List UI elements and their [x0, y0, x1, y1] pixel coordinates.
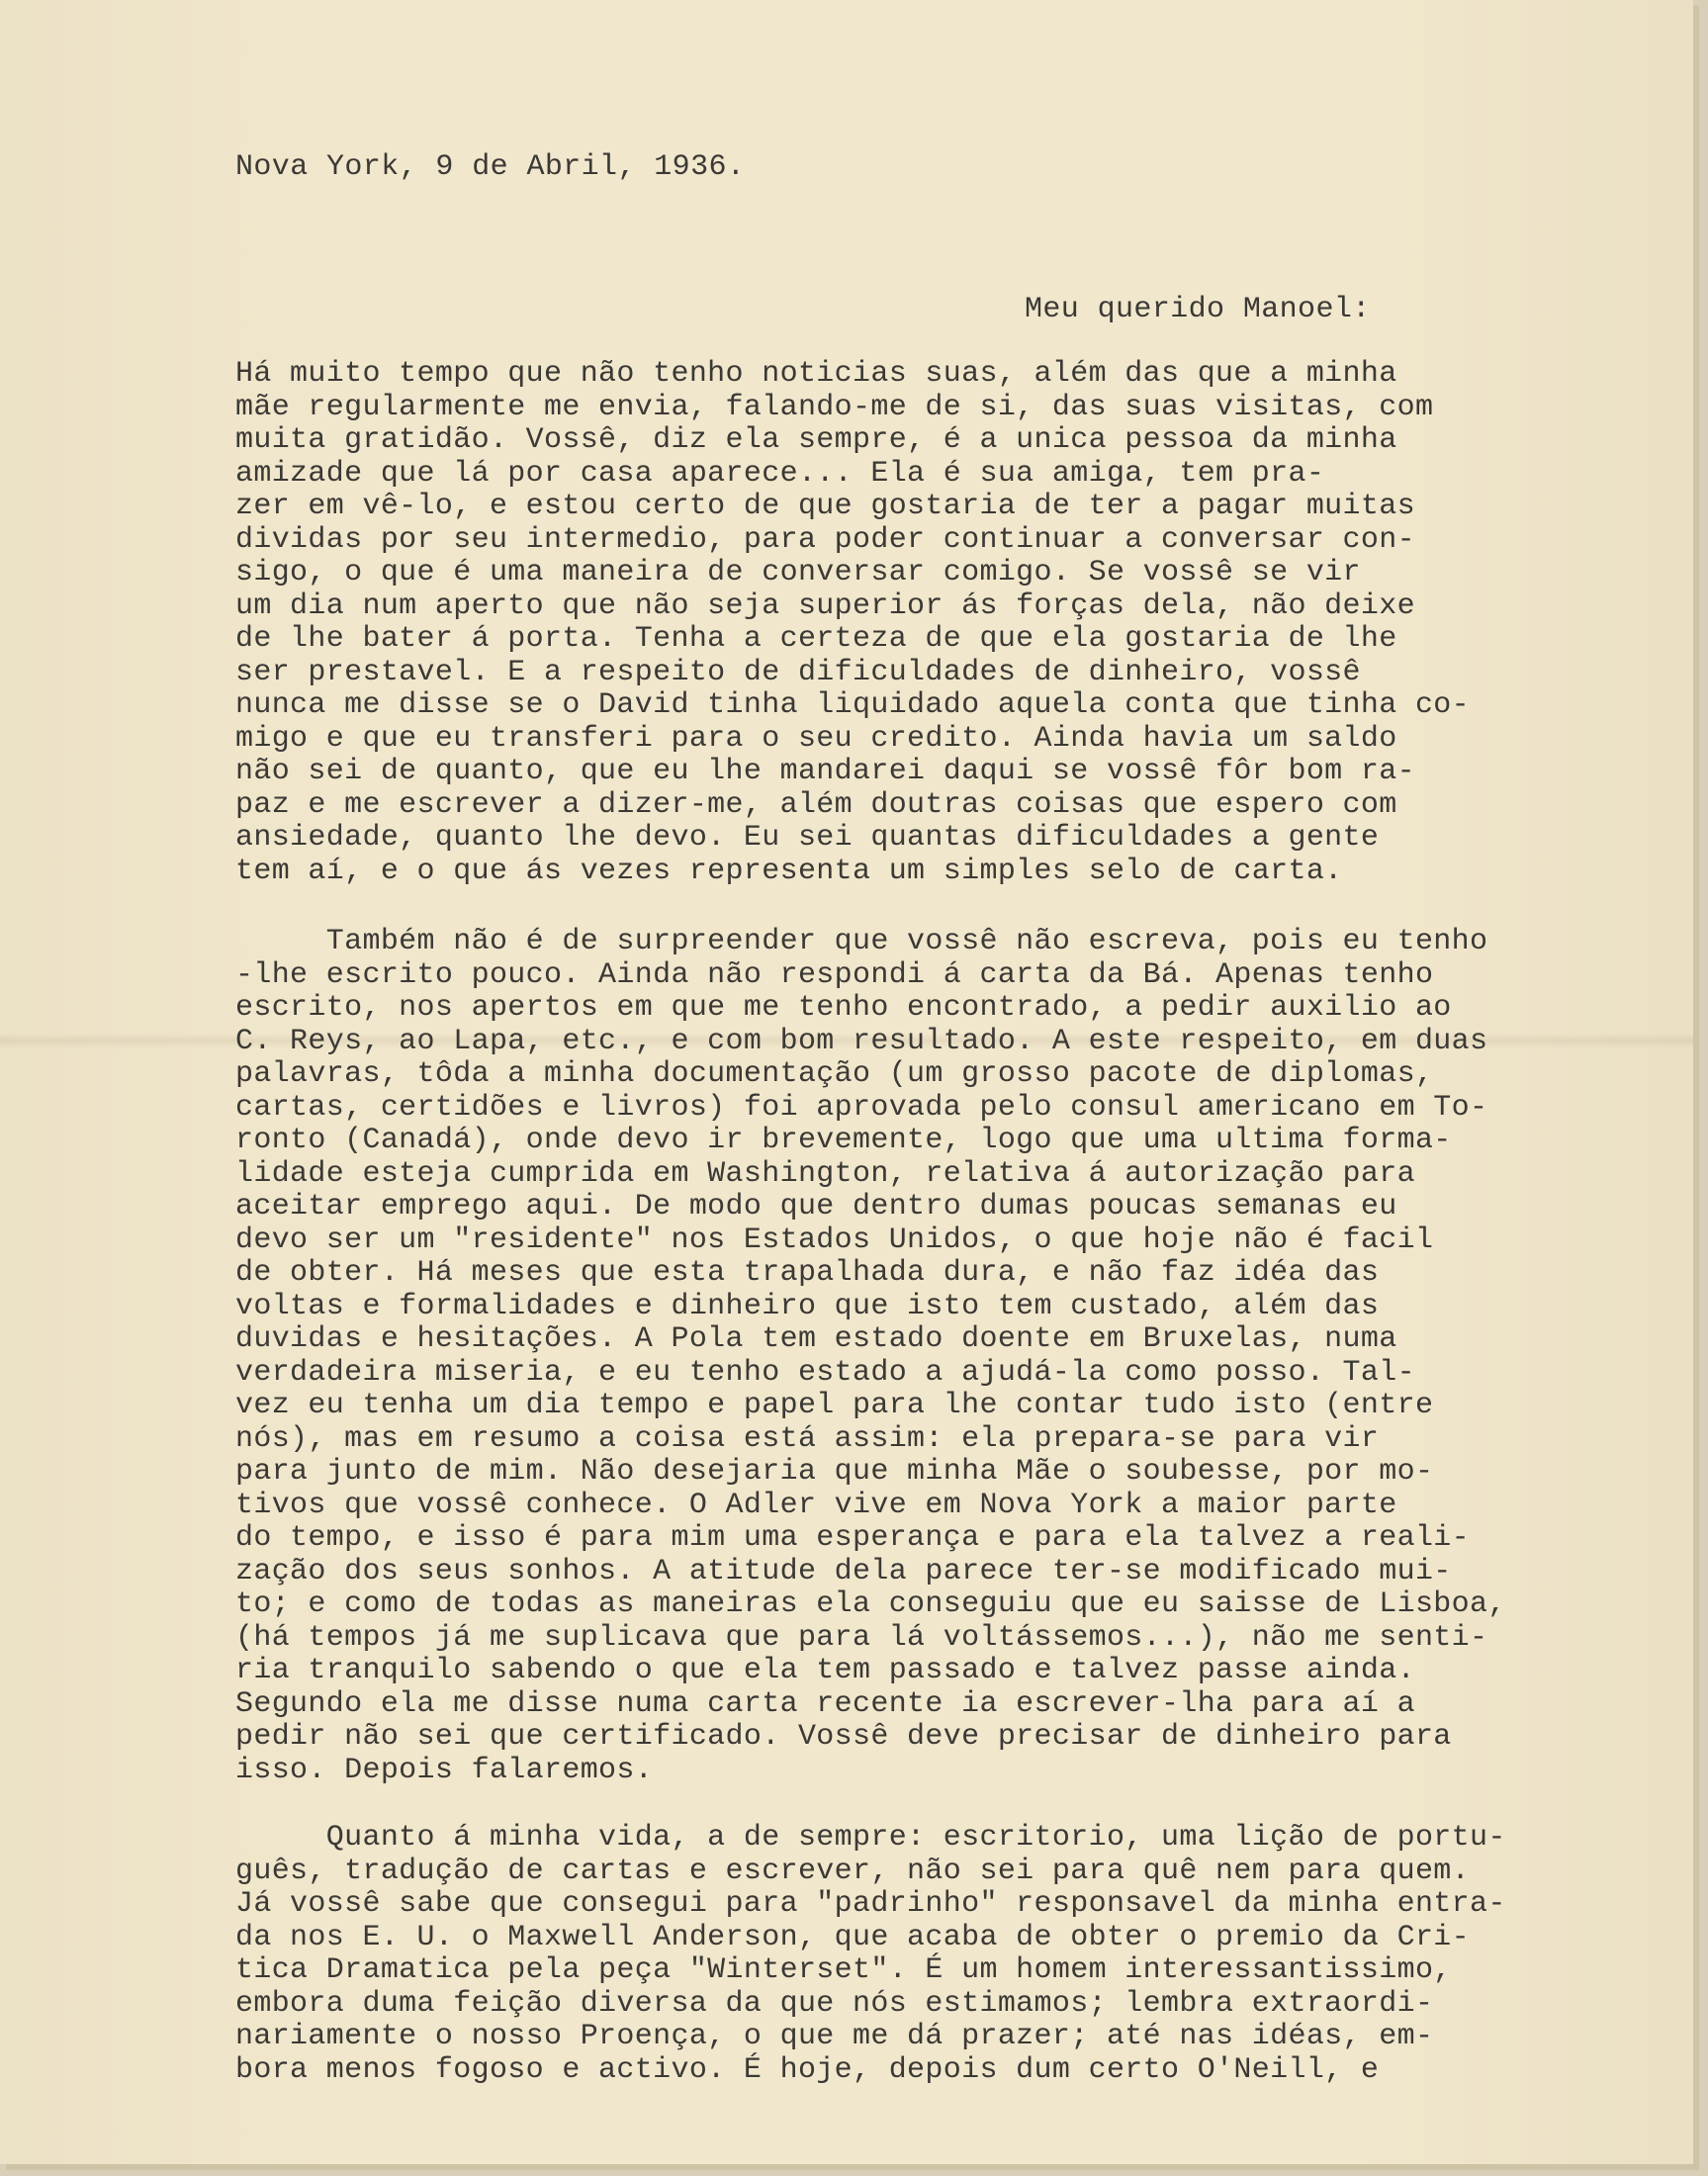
letter-line: dividas por seu intermedio, para poder continuar a conversar con- — [235, 522, 1415, 557]
letter-line: tica Dramatica pela peça "Winterset". É um homem interessantissimo, — [235, 1953, 1452, 1987]
letter-line: verdadeira miseria, e eu tenho estado a ajudá-la como posso. Tal- — [235, 1355, 1415, 1390]
letter-line: Há muito tempo que não tenho noticias suas, além das que a minha — [235, 357, 1397, 391]
letter-line: Segundo ela me disse numa carta recente ia escrever-lha para aí a — [235, 1686, 1415, 1721]
letter-line: voltas e formalidades e dinheiro que isto tem custado, além das — [235, 1289, 1380, 1323]
letter-line: zer em vê-lo, e estou certo de que gostaria de ter a pagar muitas — [235, 490, 1415, 523]
letter-paragraph-1 — [235, 358, 1640, 888]
letter-line: guês, tradução de cartas e escrever, não sei para quê nem para quem. — [235, 1854, 1470, 1888]
letter-line: tem aí, e o que ás vezes representa um simples selo de carta. — [235, 854, 1343, 888]
letter-line: nariamente o nosso Proença, o que me dá prazer; até nas idéas, em- — [235, 2020, 1434, 2053]
letter-line: C. Reys, ao Lapa, etc., e com bom resultado. A este respeito, em duas — [235, 1024, 1488, 1058]
letter-line: ria tranquilo sabendo o que ela tem passado e talvez passe ainda. — [235, 1654, 1415, 1687]
letter-line: (há tempos já me suplicava que para lá voltássemos...), não me senti- — [235, 1620, 1488, 1655]
letter-line: mãe regularmente me envia, falando-me de si, das suas visitas, com — [235, 390, 1434, 424]
letter-line: aceitar emprego aqui. De modo que dentro dumas poucas semanas eu — [235, 1190, 1397, 1224]
letter-line: ser prestavel. E a respeito de dificuldades de dinheiro, vossê — [235, 655, 1361, 689]
letter-line: -lhe escrito pouco. Ainda não respondi á carta da Bá. Apenas tenho — [235, 957, 1434, 992]
letter-line: palavras, tôda a minha documentação (um grosso pacote de diplomas, — [235, 1057, 1434, 1091]
letter-line: da nos E. U. o Maxwell Anderson, que acaba de obter o premio da Cri- — [235, 1920, 1470, 1954]
letter-line: para junto de mim. Não desejaria que minha Mãe o soubesse, por mo- — [235, 1455, 1434, 1489]
letter-line: muita gratidão. Vossê, diz ela sempre, é a unica pessoa da minha — [235, 423, 1397, 457]
letter-line: não sei de quanto, que eu lhe mandarei daqui se vossê fôr bom ra- — [235, 755, 1415, 788]
letter-line: um dia num aperto que não seja superior ás forças dela, não deixe — [235, 589, 1415, 623]
letter-line: to; e como de todas as maneiras ela conseguiu que eu saisse de Lisboa, — [235, 1587, 1506, 1621]
letter-line: de obter. Há meses que esta trapalhada dura, e não faz idéa das — [235, 1256, 1380, 1290]
letter-line: lidade esteja cumprida em Washington, relativa á autorização para — [235, 1156, 1415, 1191]
letter-paragraph-2 — [235, 926, 1640, 1787]
letter-line: nunca me disse se o David tinha liquidado aquela conta que tinha co- — [235, 688, 1470, 722]
letter-line: ronto (Canadá), onde devo ir brevemente, logo que uma ultima forma- — [235, 1124, 1452, 1157]
letter-line: duvidas e hesitações. A Pola tem estado doente em Bruxelas, numa — [235, 1322, 1397, 1356]
letter-paragraph-3 — [235, 1822, 1640, 2087]
letter-line: isso. Depois falaremos. — [235, 1753, 654, 1787]
letter-line: zação dos seus sonhos. A atitude dela parece ter-se modificado mui- — [235, 1554, 1452, 1588]
letter-line: do tempo, e isso é para mim uma esperança e para ela talvez a reali- — [235, 1521, 1470, 1555]
letter-line: escrito, nos apertos em que me tenho encontrado, a pedir auxilio ao — [235, 991, 1452, 1025]
letter-line: sigo, o que é uma maneira de conversar comigo. Se vossê se vir — [235, 556, 1361, 589]
letter-line: embora duma feição diversa da que nós estimamos; lembra extraordi- — [235, 1986, 1434, 2021]
letter-line: paz e me escrever a dizer-me, além doutras coisas que espero com — [235, 787, 1397, 822]
letter-line: vez eu tenha um dia tempo e papel para lhe contar tudo isto (entre — [235, 1389, 1434, 1422]
letter-dateline: Nova York, 9 de Abril, 1936. — [235, 150, 746, 184]
letter-line: de lhe bater á porta. Tenha a certeza de que ela gostaria de lhe — [235, 622, 1397, 656]
letter-line: nós), mas em resumo a coisa está assim: ela prepara-se para vir — [235, 1421, 1380, 1456]
letter-line: migo e que eu transferi para o seu credito. Ainda havia um saldo — [235, 721, 1397, 756]
letter-line: ansiedade, quanto lhe devo. Eu sei quantas dificuldades a gente — [235, 821, 1380, 855]
letter-line: cartas, certidões e livros) foi aprovada pelo consul americano em To- — [235, 1090, 1488, 1125]
letter-salutation: Meu querido Manoel: — [1025, 293, 1371, 326]
letter-line: Já vossê sabe que consegui para "padrinho" responsavel da minha entra- — [235, 1887, 1506, 1921]
letter-line: Quanto á minha vida, a de sempre: escritorio, uma lição de portu- — [235, 1821, 1506, 1855]
letter-line: devo ser um "residente" nos Estados Unidos, o que hoje não é facil — [235, 1223, 1434, 1257]
letter-line: bora menos fogoso e activo. É hoje, depois dum certo O'Neill, e — [235, 2052, 1380, 2087]
letter-line: tivos que vossê conhece. O Adler vive em Nova York a maior parte — [235, 1488, 1397, 1522]
letter-line: amizade que lá por casa aparece... Ela é sua amiga, tem pra- — [235, 456, 1325, 491]
letter-line: Também não é de surpreender que vossê não escreva, pois eu tenho — [235, 925, 1488, 958]
letter-line: pedir não sei que certificado. Vossê deve precisar de dinheiro para — [235, 1720, 1452, 1754]
